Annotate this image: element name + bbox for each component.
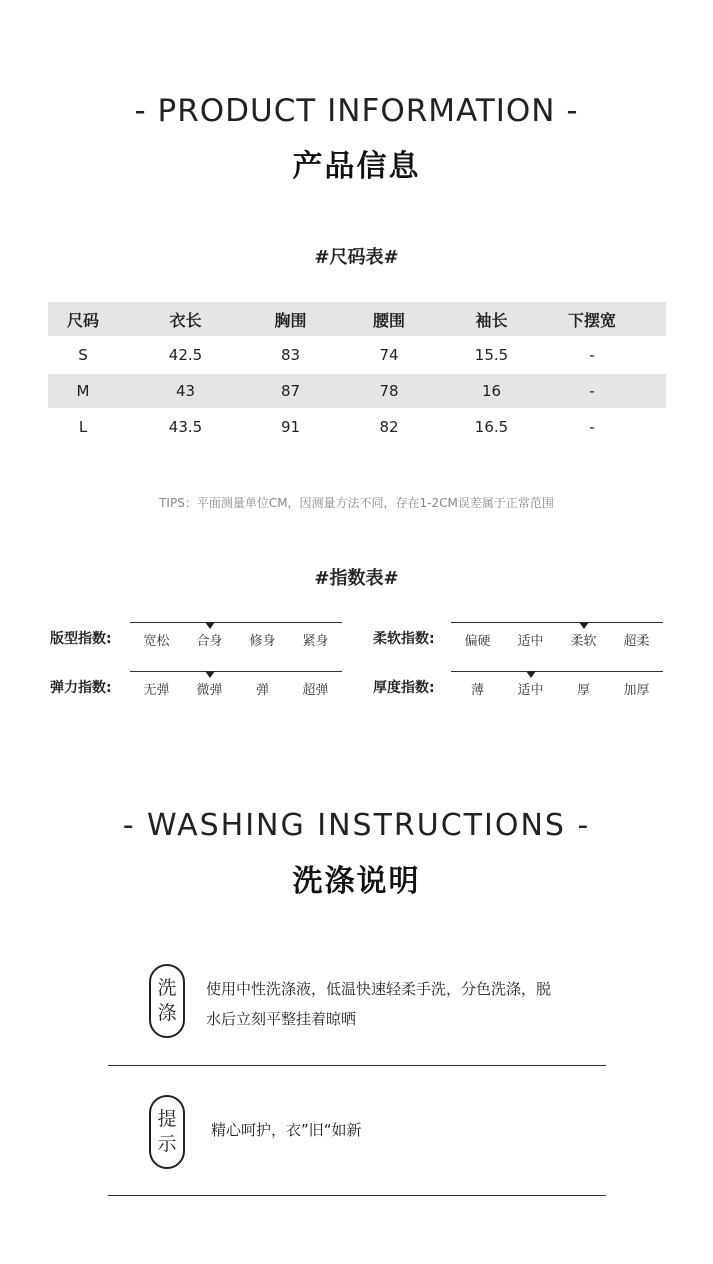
cell-size: M	[76, 382, 90, 400]
size-tips: TIPS：平面测量单位CM，因测量方法不同，存在1-2CM误差属于正常范围	[159, 496, 554, 510]
header-chest: 胸围	[274, 310, 307, 330]
cell-sleeve: 15.5	[474, 346, 509, 364]
elasticity-index-scale	[130, 671, 342, 701]
thickness-index-label: 厚度指数:	[373, 680, 435, 696]
option: 合身	[196, 634, 223, 649]
marker-icon	[526, 671, 536, 678]
option: 适中	[517, 634, 544, 649]
option: 宽松	[143, 634, 170, 649]
option: 紧身	[302, 634, 329, 649]
marker-icon	[205, 671, 215, 678]
cell-sleeve: 16.5	[474, 418, 509, 436]
table-row	[48, 338, 666, 372]
tip-badge-char: 提	[157, 1108, 177, 1130]
thickness-index	[373, 671, 663, 701]
elasticity-index-label: 弹力指数:	[50, 680, 112, 696]
cell-waist: 78	[379, 382, 399, 400]
wash-badge	[149, 964, 185, 1038]
washing-title: - WASHING INSTRUCTIONS -	[122, 808, 591, 843]
softness-index-scale	[451, 622, 663, 652]
option: 修身	[249, 634, 276, 649]
index-chart-title: #指数表#	[314, 568, 399, 589]
scale-line	[130, 622, 342, 623]
option: 超弹	[302, 683, 329, 698]
cell-hem: -	[589, 382, 595, 400]
size-chart-title: #尺码表#	[314, 247, 399, 268]
tip-badge	[149, 1095, 185, 1169]
header-size: 尺码	[66, 310, 99, 330]
cell-size: S	[78, 346, 88, 364]
option: 弹	[255, 683, 269, 698]
cell-chest: 87	[280, 382, 301, 400]
option: 加厚	[623, 683, 650, 698]
option: 适中	[517, 683, 544, 698]
scale-line	[451, 622, 663, 623]
fit-index-label: 版型指数:	[50, 631, 112, 647]
header-sleeve: 袖长	[475, 310, 508, 330]
washing-cn-title: 洗涤说明	[292, 864, 421, 899]
fit-index-scale	[130, 622, 342, 652]
header-waist: 腰围	[372, 310, 405, 330]
scale-line	[130, 671, 342, 672]
size-table	[48, 302, 666, 446]
table-row	[48, 374, 666, 408]
divider	[108, 1195, 606, 1196]
tip-badge-char: 示	[157, 1133, 177, 1155]
wash-text-line: 使用中性洗涤液，低温快速轻柔手洗，分色洗涤，脱	[206, 980, 552, 998]
wash-badge-char: 洗	[157, 977, 177, 999]
table-row	[48, 410, 666, 444]
cell-hem: -	[589, 346, 595, 364]
cell-length: 43	[175, 382, 196, 400]
softness-index-label: 柔软指数:	[373, 631, 435, 647]
wash-badge-char: 涤	[157, 1002, 177, 1024]
cell-length: 42.5	[168, 346, 203, 364]
option: 柔软	[570, 634, 597, 649]
product-info-cn-title: 产品信息	[292, 149, 421, 184]
divider	[108, 1065, 606, 1066]
cell-chest: 83	[280, 346, 301, 364]
cell-hem: -	[589, 418, 595, 436]
option: 微弹	[196, 683, 223, 698]
option: 超柔	[623, 634, 650, 649]
option: 薄	[470, 683, 484, 698]
scale-line	[451, 671, 663, 672]
size-table-header	[48, 302, 666, 336]
marker-icon	[579, 622, 589, 629]
cell-sleeve: 16	[481, 382, 502, 400]
option: 无弹	[143, 683, 170, 698]
cell-waist: 74	[379, 346, 399, 364]
fit-index	[50, 622, 342, 652]
tip-text-line: 精心呵护，衣”旧“如新	[211, 1121, 362, 1139]
product-info-title: - PRODUCT INFORMATION -	[134, 93, 579, 129]
cell-waist: 82	[379, 418, 399, 436]
header-length: 衣长	[169, 310, 202, 330]
cell-size: L	[78, 418, 88, 436]
cell-chest: 91	[280, 418, 301, 436]
marker-icon	[205, 622, 215, 629]
elasticity-index	[50, 671, 342, 701]
option: 厚	[576, 683, 590, 698]
wash-instruction-text	[206, 974, 551, 1034]
header-hem: 下摆宽	[567, 310, 616, 330]
cell-length: 43.5	[168, 418, 203, 436]
softness-index	[373, 622, 663, 652]
thickness-index-scale	[451, 671, 663, 701]
option: 偏硬	[464, 634, 491, 649]
tip-text	[211, 1115, 362, 1145]
wash-text-line: 水后立刻平整挂着晾晒	[206, 1010, 357, 1028]
